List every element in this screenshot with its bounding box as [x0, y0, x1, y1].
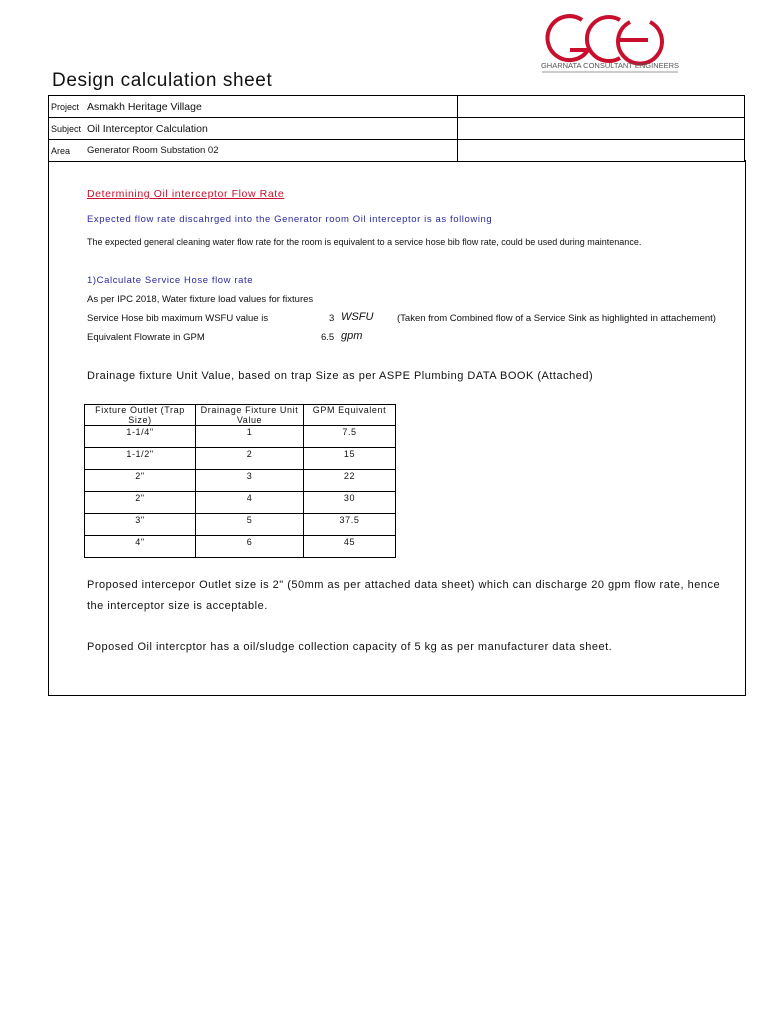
project-value: Asmakh Heritage Village	[85, 96, 458, 118]
table-cell: 2	[196, 448, 304, 470]
table-cell: 2"	[85, 492, 196, 514]
table-cell: 4	[196, 492, 304, 514]
table-row	[85, 426, 396, 448]
table-row	[85, 470, 396, 492]
table-cell: 1-1/2"	[85, 448, 196, 470]
gpm-unit: gpm	[341, 330, 363, 342]
gpm-value: 6.5	[321, 332, 335, 343]
wsfu-label: Service Hose bib maximum WSFU value is	[87, 313, 269, 324]
table-row	[85, 514, 396, 536]
column-header: GPM Equivalent	[304, 405, 396, 426]
empty-cell	[458, 118, 745, 140]
step1-heading: 1)Calculate Service Hose flow rate	[87, 275, 254, 286]
table-cell: 22	[304, 470, 396, 492]
table-cell: 37.5	[304, 514, 396, 536]
table-cell: 30	[304, 492, 396, 514]
svg-text:GHARNATA CONSULTANT ENGINEERS: GHARNATA CONSULTANT ENGINEERS	[540, 61, 680, 70]
table-cell: 45	[304, 536, 396, 558]
column-header: Drainage Fixture Unit Value	[196, 405, 304, 426]
header-row-subject	[49, 118, 745, 140]
table-cell: 2"	[85, 470, 196, 492]
table-cell: 3"	[85, 514, 196, 536]
capacity-text: Poposed Oil intercptor has a oil/sludge collection capacity of 5 kg as per manufacturer data sheet.	[87, 641, 613, 653]
wsfu-note: (Taken from Combined flow of a Service Sink as highlighted in attachement)	[397, 313, 716, 324]
header-row-project	[49, 96, 745, 118]
subheading: Expected flow rate discahrged into the Generator room Oil interceptor is as following	[87, 214, 493, 225]
table-cell: 6	[196, 536, 304, 558]
area-label: Area	[49, 140, 86, 162]
empty-cell	[458, 96, 745, 118]
table-cell: 15	[304, 448, 396, 470]
area-value: Generator Room Substation 02	[85, 140, 458, 162]
header-table	[48, 95, 745, 162]
table-cell: 1	[196, 426, 304, 448]
page-title: Design calculation sheet	[52, 70, 273, 91]
project-label: Project	[49, 96, 86, 118]
table-row	[85, 448, 396, 470]
proposal-text-line2: the interceptor size is acceptable.	[87, 600, 268, 612]
company-logo	[530, 8, 690, 76]
gpm-label: Equivalent Flowrate in GPM	[87, 332, 205, 343]
subject-label: Subject	[49, 118, 86, 140]
table-cell: 4"	[85, 536, 196, 558]
proposal-text-line1: Proposed intercepor Outlet size is 2" (50mm as per attached data sheet) which can discharge 20 gpm flow rate, hence	[87, 579, 721, 591]
drainage-text: Drainage fixture Unit Value, based on trap Size as per ASPE Plumbing DATA BOOK (Attached)	[87, 370, 594, 382]
empty-cell	[458, 140, 745, 162]
wsfu-value: 3	[329, 313, 335, 324]
table-row	[85, 492, 396, 514]
section-heading: Determining Oil interceptor Flow Rate	[87, 188, 285, 200]
table-row	[85, 536, 396, 558]
drainage-table	[84, 404, 396, 558]
column-header: Fixture Outlet (Trap Size)	[85, 405, 196, 426]
subject-value: Oil Interceptor Calculation	[85, 118, 458, 140]
table-header-row	[85, 405, 396, 426]
table-cell: 5	[196, 514, 304, 536]
ipc-text: As per IPC 2018, Water fixture load values for fixtures	[87, 294, 314, 305]
header-row-area	[49, 140, 745, 162]
table-cell: 3	[196, 470, 304, 492]
intro-text: The expected general cleaning water flow rate for the room is equivalent to a service hose bib flow rate, could be used during maintenance.	[87, 237, 642, 247]
table-cell: 1-1/4"	[85, 426, 196, 448]
wsfu-unit: WSFU	[341, 311, 374, 323]
table-cell: 7.5	[304, 426, 396, 448]
